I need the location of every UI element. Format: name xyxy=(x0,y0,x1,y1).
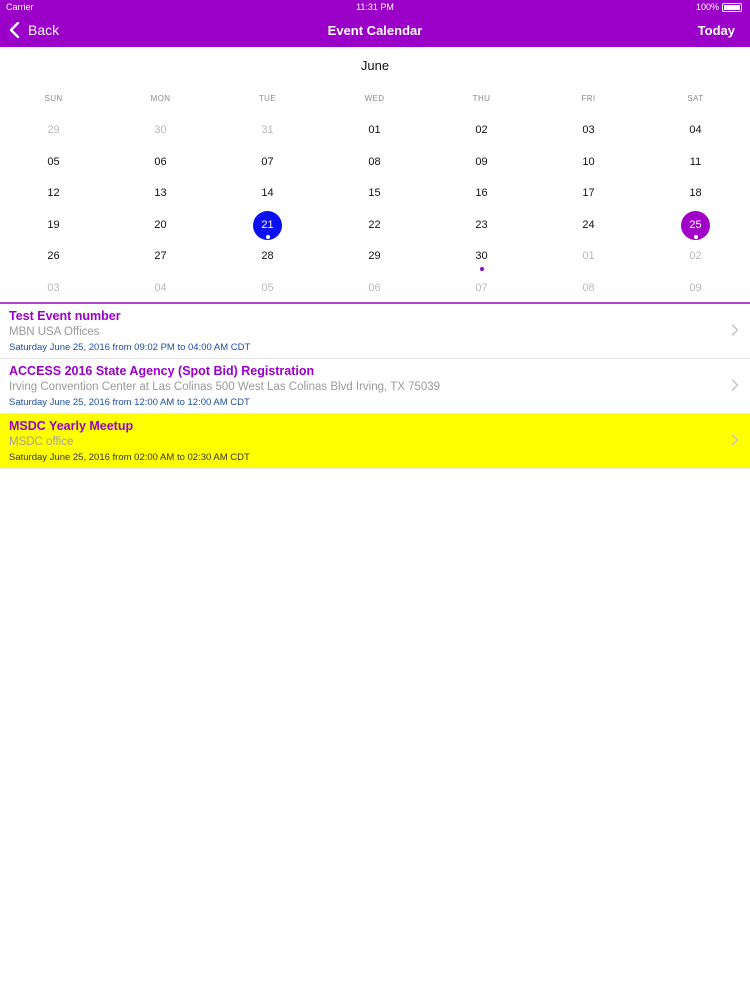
calendar-day[interactable] xyxy=(107,210,214,242)
calendar-day[interactable] xyxy=(0,147,107,179)
day-number: 14 xyxy=(261,187,274,199)
calendar-day[interactable] xyxy=(321,147,428,179)
calendar-day[interactable] xyxy=(535,178,642,210)
navigation-bar xyxy=(0,14,750,47)
event-title: Test Event number xyxy=(9,309,121,323)
calendar-day[interactable] xyxy=(0,115,107,147)
day-number: 31 xyxy=(261,124,274,136)
calendar-day[interactable] xyxy=(214,241,321,273)
calendar-day[interactable] xyxy=(428,210,535,242)
day-number: 23 xyxy=(475,218,488,231)
calendar-day[interactable] xyxy=(0,241,107,273)
day-number: 19 xyxy=(47,218,60,231)
calendar-week-row xyxy=(0,147,750,179)
calendar-day[interactable] xyxy=(428,115,535,147)
top-bar xyxy=(0,0,750,47)
day-number: 04 xyxy=(689,124,702,136)
calendar-day[interactable] xyxy=(0,178,107,210)
day-number: 08 xyxy=(582,281,595,294)
chevron-right-icon xyxy=(731,379,739,391)
calendar-day[interactable] xyxy=(642,147,749,179)
calendar-day[interactable] xyxy=(0,210,107,242)
event-dot-indicator xyxy=(266,235,270,239)
calendar-day[interactable] xyxy=(214,178,321,210)
day-number: 03 xyxy=(47,281,60,294)
calendar-day[interactable] xyxy=(428,241,535,273)
today-button[interactable]: Today xyxy=(697,23,735,38)
battery-icon xyxy=(722,3,742,12)
event-title: MSDC Yearly Meetup xyxy=(9,419,134,433)
event-location: Irving Convention Center at Las Colinas 500 West Las Colinas Blvd Irving, TX 75039 xyxy=(9,381,441,393)
calendar-day[interactable] xyxy=(642,178,749,210)
calendar-week-row xyxy=(0,115,750,147)
day-number: 02 xyxy=(689,250,702,262)
calendar-day[interactable] xyxy=(642,273,749,305)
event-row[interactable] xyxy=(0,414,750,469)
battery-percent: 100% xyxy=(695,2,719,12)
weekday-label: TUE xyxy=(258,94,277,103)
weekday-label: WED xyxy=(364,94,385,103)
day-number: 01 xyxy=(368,124,381,136)
calendar-day[interactable] xyxy=(321,115,428,147)
weekday-header xyxy=(0,94,750,103)
calendar-day[interactable] xyxy=(321,210,428,242)
day-number: 05 xyxy=(47,155,60,168)
calendar-day[interactable] xyxy=(107,241,214,273)
calendar-day[interactable] xyxy=(321,241,428,273)
day-number: 11 xyxy=(689,155,702,168)
day-number: 21 xyxy=(261,218,274,231)
calendar-day[interactable] xyxy=(214,210,321,242)
month-title: June xyxy=(360,58,390,73)
day-number: 06 xyxy=(368,281,381,294)
event-dot-indicator xyxy=(694,235,698,239)
day-number: 15 xyxy=(368,187,381,199)
calendar-day[interactable] xyxy=(428,147,535,179)
back-label: Back xyxy=(28,22,60,38)
calendar-day[interactable] xyxy=(321,273,428,305)
day-number: 01 xyxy=(582,250,595,262)
event-date: Saturday June 25, 2016 from 09:02 PM to 04:00 AM CDT xyxy=(9,342,251,353)
day-number: 20 xyxy=(154,218,167,231)
day-number: 25 xyxy=(689,218,702,231)
event-date: Saturday June 25, 2016 from 12:00 AM to 12:00 AM CDT xyxy=(9,397,250,408)
weekday-label: SAT xyxy=(687,94,704,103)
weekday-label: THU xyxy=(472,94,491,103)
calendar-day[interactable] xyxy=(214,115,321,147)
day-number: 02 xyxy=(475,124,488,136)
day-number: 27 xyxy=(154,250,167,262)
calendar-day[interactable] xyxy=(535,115,642,147)
status-time: 11:31 PM xyxy=(356,2,394,12)
calendar-week-row xyxy=(0,210,750,242)
calendar-grid xyxy=(0,115,750,304)
battery-indicator xyxy=(696,2,742,12)
event-location: MBN USA Offices xyxy=(9,326,100,338)
carrier-label: Carrier xyxy=(6,2,34,12)
day-number: 30 xyxy=(475,250,488,262)
calendar-day[interactable] xyxy=(214,273,321,305)
day-number: 18 xyxy=(689,187,702,199)
day-number: 06 xyxy=(154,155,167,168)
day-number: 03 xyxy=(582,124,595,136)
day-number: 29 xyxy=(47,124,60,136)
weekday-label: FRI xyxy=(581,94,596,103)
status-bar xyxy=(0,0,750,14)
event-row[interactable] xyxy=(0,359,750,414)
event-row[interactable] xyxy=(0,304,750,359)
calendar-day[interactable] xyxy=(535,210,642,242)
calendar-day[interactable] xyxy=(535,147,642,179)
event-date: Saturday June 25, 2016 from 02:00 AM to 02:30 AM CDT xyxy=(9,452,250,463)
day-number: 08 xyxy=(368,155,381,168)
calendar-day[interactable] xyxy=(535,273,642,305)
calendar-day[interactable] xyxy=(107,147,214,179)
calendar-day[interactable] xyxy=(428,178,535,210)
chevron-right-icon xyxy=(731,324,739,336)
day-number: 07 xyxy=(475,281,488,294)
day-number: 05 xyxy=(261,281,274,294)
calendar-day[interactable] xyxy=(642,210,749,242)
day-number: 12 xyxy=(47,187,60,199)
calendar-day[interactable] xyxy=(107,115,214,147)
chevron-right-icon xyxy=(731,434,739,446)
page-title: Event Calendar xyxy=(327,23,423,38)
event-location: MSDC office xyxy=(9,436,74,448)
day-number: 04 xyxy=(154,281,167,294)
day-number: 13 xyxy=(154,187,167,199)
day-number: 22 xyxy=(368,218,381,231)
calendar-day[interactable] xyxy=(428,273,535,305)
calendar-day[interactable] xyxy=(214,147,321,179)
day-number: 17 xyxy=(582,187,595,199)
day-number: 10 xyxy=(582,155,595,168)
calendar-day[interactable] xyxy=(321,178,428,210)
calendar-day[interactable] xyxy=(642,241,749,273)
day-number: 30 xyxy=(154,124,167,136)
day-number: 24 xyxy=(582,218,595,231)
calendar-day[interactable] xyxy=(0,273,107,305)
day-number: 29 xyxy=(368,250,381,262)
day-number: 28 xyxy=(261,250,274,262)
calendar-week-row xyxy=(0,178,750,210)
day-number: 09 xyxy=(689,281,702,294)
day-number: 26 xyxy=(47,250,60,262)
day-number: 09 xyxy=(475,155,488,168)
day-number: 16 xyxy=(475,187,488,199)
weekday-label: MON xyxy=(150,94,171,103)
event-title: ACCESS 2016 State Agency (Spot Bid) Registration xyxy=(9,364,315,378)
calendar-day[interactable] xyxy=(642,115,749,147)
calendar-day[interactable] xyxy=(107,178,214,210)
calendar-week-row xyxy=(0,241,750,273)
day-number: 07 xyxy=(261,155,274,168)
calendar-day[interactable] xyxy=(107,273,214,305)
event-dot-indicator xyxy=(480,267,484,271)
weekday-label: SUN xyxy=(44,94,63,103)
calendar-week-row xyxy=(0,273,750,305)
calendar-day[interactable] xyxy=(535,241,642,273)
event-list xyxy=(0,304,750,469)
